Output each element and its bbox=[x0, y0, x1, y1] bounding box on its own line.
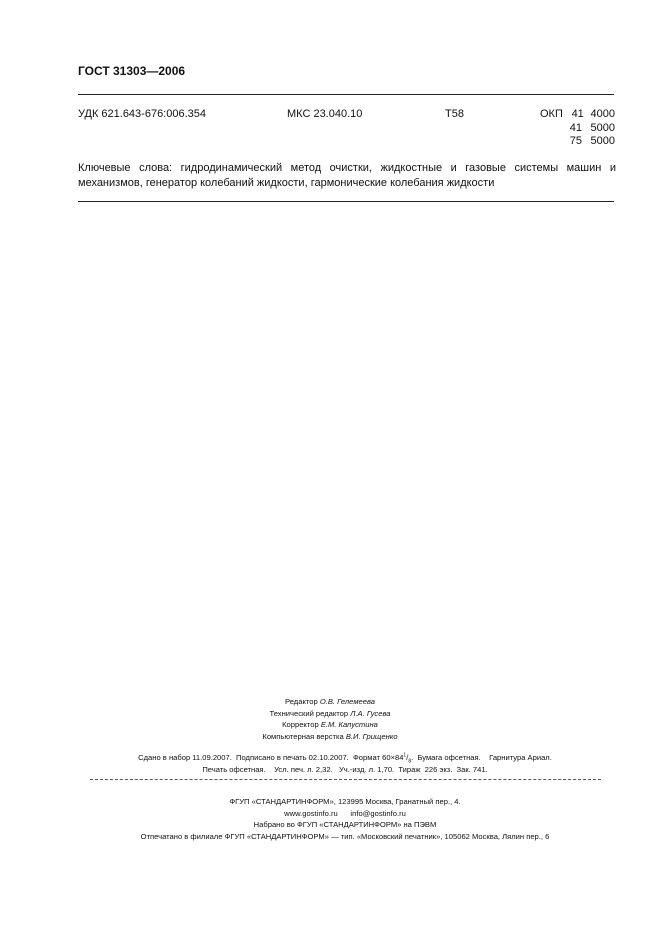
okp-group: 75 bbox=[569, 135, 582, 147]
udk-code: УДК 621.643-676:006.354 bbox=[78, 108, 207, 120]
format-numerator: 1 bbox=[403, 752, 407, 759]
okp-group: 41 bbox=[569, 121, 582, 134]
imprint-line bbox=[90, 752, 600, 764]
okp-number: 5000 bbox=[590, 135, 615, 147]
okp-row bbox=[540, 108, 615, 122]
credit-line bbox=[150, 719, 510, 731]
credit-line bbox=[150, 708, 510, 720]
credit-role: Компьютерная верстка bbox=[262, 731, 344, 741]
format-slash: / bbox=[406, 753, 409, 762]
credit-person: Л.А. Гусева bbox=[350, 708, 391, 718]
okp-number: 5000 bbox=[590, 121, 615, 134]
top-divider bbox=[78, 94, 614, 95]
publisher-contacts bbox=[60, 808, 630, 820]
publisher-line: ФГУП «СТАНДАРТИНФОРМ», 123995 Москва, Гранатный пер., 4. bbox=[229, 797, 461, 806]
credit-person: В.И. Грищенко bbox=[345, 731, 398, 741]
credit-line bbox=[150, 696, 510, 708]
mks-code: МКС 23.040.10 bbox=[287, 108, 363, 120]
imprint-divider bbox=[90, 779, 601, 780]
keywords-divider bbox=[78, 201, 614, 202]
okp-row bbox=[540, 122, 615, 136]
okp-label: ОКП bbox=[540, 108, 563, 120]
publisher-email: info@gostinfo.ru bbox=[350, 808, 406, 818]
document-code: ГОСТ 31303—2006 bbox=[78, 64, 186, 78]
credit-role: Технический редактор bbox=[269, 708, 349, 718]
okp-codes bbox=[540, 108, 615, 149]
imprint-line bbox=[90, 764, 600, 776]
format-denominator: 8 bbox=[408, 758, 412, 765]
imprint-text: . Бумага офсетная. Гарнитура Ариал. bbox=[411, 753, 552, 762]
okp-row bbox=[540, 135, 615, 149]
credit-person: О.В. Гелемеева bbox=[319, 697, 375, 706]
t-code: Т58 bbox=[445, 108, 464, 120]
credit-line bbox=[150, 731, 510, 743]
imprint-text: Сдано в набор 11.09.2007. Подписано в печать 02.10.2007. Формат 60×84 bbox=[138, 753, 404, 762]
okp-number: 4000 bbox=[590, 108, 615, 120]
imprint-text: Печать офсетная. Усл. печ. л. 2,32. Уч.-изд. л. 1,70. Тираж 226 экз. Зак. 741. bbox=[202, 764, 488, 774]
publisher-line: Набрано во ФГУП «СТАНДАРТИНФОРМ» на ПЭВМ bbox=[253, 820, 437, 829]
publisher-website: www.gostinfo.ru bbox=[284, 808, 338, 818]
credit-role: Редактор bbox=[285, 697, 318, 706]
okp-group: 41 bbox=[571, 108, 584, 120]
credit-person: Е.М. Капустина bbox=[320, 720, 378, 729]
keywords-paragraph: Ключевые слова: гидродинамический метод очистки, жидкостные и газовые системы машин и механизмов, генератор колебаний жидкости, гармонические колебания жидкости bbox=[78, 162, 616, 189]
credit-role: Корректор bbox=[282, 720, 319, 729]
publisher-line: Отпечатано в филиале ФГУП «СТАНДАРТИНФОРМ» — тип. «Московский печатник», 105062 Москва, Лялин пер., 6 bbox=[140, 831, 550, 841]
